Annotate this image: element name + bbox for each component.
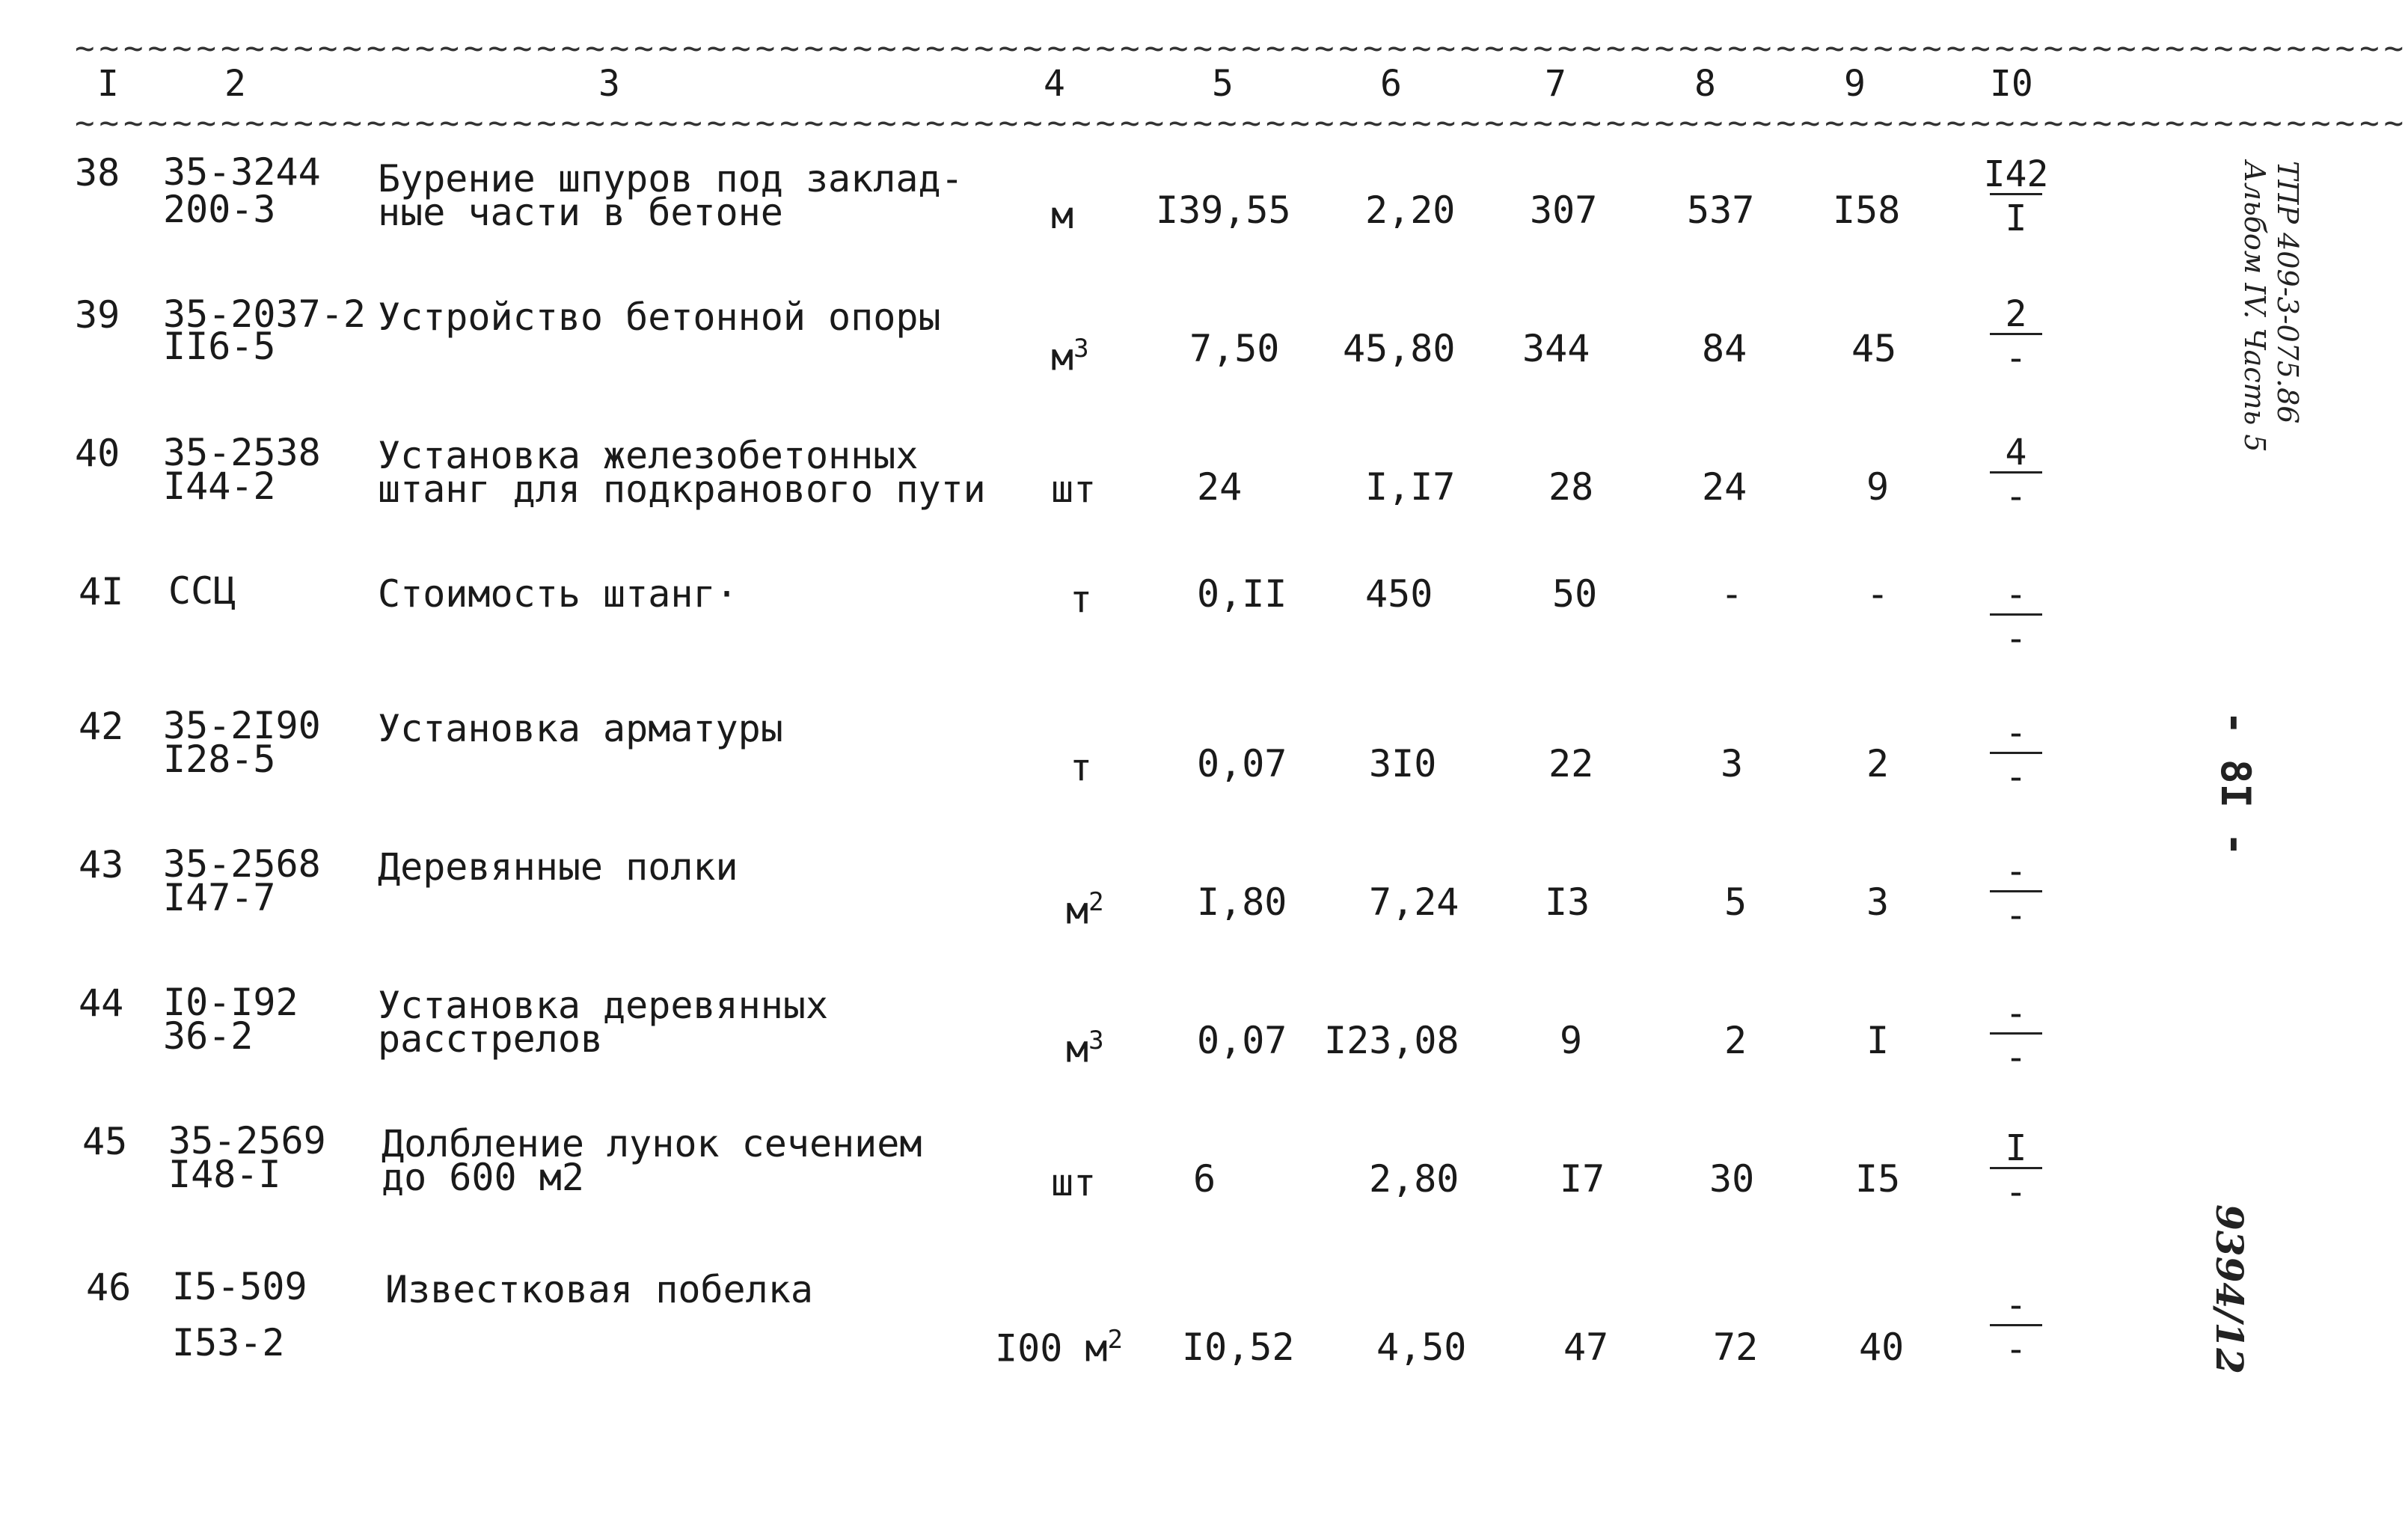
machine-cost: 45 (1851, 327, 1897, 370)
album-stamp-line1: ТПР 409-3-075.86 (2271, 161, 2304, 424)
unit: т (1070, 746, 1093, 789)
row-number: 4I (79, 570, 124, 613)
unit-cost: 7,24 (1369, 880, 1459, 924)
machine-cost: 3 (1866, 880, 1890, 924)
row-number: 38 (75, 151, 120, 194)
norm-code: 35-2I90 (163, 704, 321, 747)
norm-page: 36-2 (163, 1014, 254, 1058)
album-stamp (2238, 161, 2304, 453)
unit: $м^2$ (1066, 887, 1104, 933)
labor-cost: 537 (1687, 189, 1755, 232)
col-header-6: 6 (1380, 63, 1402, 105)
document-number: 9394/12 (2208, 1204, 2252, 1375)
work-description-line2: до 600 м2 (382, 1156, 584, 1199)
col-header-10: I0 (1990, 63, 2033, 105)
unit-cost: 2,20 (1365, 189, 1456, 232)
quantity: I0,52 (1182, 1326, 1295, 1369)
col-header-3: 3 (598, 63, 620, 105)
row-number: 44 (79, 981, 124, 1025)
norm-code: I5-509 (172, 1265, 307, 1308)
col10-fraction: - - (1975, 576, 2057, 658)
machine-cost: I58 (1833, 189, 1901, 232)
unit-cost: 2,80 (1369, 1157, 1459, 1201)
work-description: Стоимость штанг· (378, 572, 738, 616)
row-number: 42 (79, 705, 124, 748)
labor-cost: 30 (1709, 1157, 1755, 1201)
col10-fraction: - - (1975, 853, 2057, 934)
machine-cost: I5 (1855, 1157, 1901, 1201)
col-header-8: 8 (1694, 63, 1716, 105)
machine-cost: - (1866, 572, 1890, 616)
work-description: Деревянные полки (378, 845, 738, 889)
work-description: Установка железобетонных (378, 434, 919, 477)
row-number: 45 (82, 1120, 128, 1163)
work-description: Бурение шпуров под заклад- (378, 157, 963, 200)
total-cost: 307 (1530, 189, 1598, 232)
quantity: 6 (1193, 1157, 1216, 1201)
total-cost: I3 (1545, 880, 1590, 924)
total-cost: I7 (1560, 1157, 1605, 1201)
unit-cost: 4,50 (1376, 1326, 1467, 1369)
work-description-line2: ные части в бетоне (378, 191, 783, 234)
norm-page: I47-7 (163, 876, 276, 919)
row-number: 46 (86, 1266, 132, 1309)
norm-page: I48-I (168, 1153, 281, 1196)
labor-cost: 3 (1721, 742, 1744, 785)
unit-cost: I,I7 (1365, 465, 1456, 509)
norm-code: 35-2037-2 (163, 292, 366, 336)
norm-code: 35-2568 (163, 842, 321, 886)
unit-cost: 450 (1365, 572, 1433, 616)
col10-fraction: 2 - (1975, 295, 2057, 377)
norm-code: 35-2538 (163, 431, 321, 474)
quantity: 0,07 (1197, 1019, 1287, 1062)
machine-cost: 40 (1859, 1326, 1905, 1369)
labor-cost: 2 (1724, 1019, 1747, 1062)
work-description: Установка арматуры (378, 707, 783, 750)
total-cost: 50 (1552, 572, 1598, 616)
unit: $м^3$ (1051, 334, 1089, 379)
machine-cost: 2 (1866, 742, 1890, 785)
col10-fraction: I42 I (1983, 153, 2049, 239)
quantity: 7,50 (1189, 327, 1280, 370)
labor-cost: 84 (1702, 327, 1747, 370)
work-description: Устройство бетонной опоры (378, 295, 941, 339)
work-description: Известковая побелка (385, 1268, 813, 1311)
header-top-rule: ~~~~~~~~~~~~~~~~~~~~~~~~~~~~~~~~~~~~~~~~~~~~~~~~~~~~~~~~~~~~~~~~~~~~~~~~~~~~~~~~~~~~~~~~~~~~~~~~ (75, 29, 2408, 67)
total-cost: 47 (1563, 1326, 1609, 1369)
unit: I00 $м^2$ (995, 1325, 1123, 1370)
norm-page: I53-2 (172, 1321, 285, 1364)
norm-page: II6-5 (163, 325, 276, 368)
album-stamp-line2: Альбом IV. Часть 5 (2238, 161, 2271, 453)
quantity: 24 (1197, 465, 1243, 509)
col-header-7: 7 (1545, 63, 1566, 105)
work-description-line2: штанг для подкранового пути (378, 468, 986, 511)
col10-fraction: I - (1975, 1130, 2057, 1211)
work-description: Долбление лунок сечением (382, 1122, 922, 1165)
page-number: - 8I - (2212, 711, 2259, 857)
header-bottom-rule: ~~~~~~~~~~~~~~~~~~~~~~~~~~~~~~~~~~~~~~~~~~~~~~~~~~~~~~~~~~~~~~~~~~~~~~~~~~~~~~~~~~~~~~~~~~~~~~~~ (75, 104, 2408, 142)
col10-fraction: - - (1975, 1287, 2057, 1368)
unit: м (1051, 194, 1074, 237)
norm-page: 200-3 (163, 188, 276, 231)
work-description: Установка деревянных (378, 984, 829, 1027)
col-header-2: 2 (224, 63, 246, 105)
work-description-line2: расстрелов (378, 1017, 604, 1061)
unit: $м^3$ (1066, 1026, 1104, 1071)
total-cost: 22 (1548, 742, 1594, 785)
col-header-4: 4 (1044, 63, 1065, 105)
col-header-9: 9 (1844, 63, 1866, 105)
norm-page: I28-5 (163, 738, 276, 781)
total-cost: 344 (1522, 327, 1590, 370)
unit-cost: 45,80 (1343, 327, 1456, 370)
norm-page: I44-2 (163, 465, 276, 508)
total-cost: 9 (1560, 1019, 1583, 1062)
unit: т (1070, 577, 1093, 621)
machine-cost: 9 (1866, 465, 1890, 509)
quantity: 0,07 (1197, 742, 1287, 785)
norm-code: 35-3244 (163, 150, 321, 194)
quantity: I39,55 (1156, 189, 1291, 232)
labor-cost: - (1721, 572, 1744, 616)
col10-fraction: - - (1975, 995, 2057, 1076)
quantity: I,80 (1197, 880, 1287, 924)
col-header-1: I (97, 63, 119, 105)
col10-fraction: - - (1975, 714, 2057, 796)
col10-fraction: 4 - (1975, 434, 2057, 515)
col-header-5: 5 (1212, 63, 1234, 105)
norm-code: 35-2569 (168, 1119, 326, 1162)
row-number: 40 (75, 432, 120, 475)
unit: шт (1051, 1161, 1097, 1204)
norm-code: ССЦ (168, 569, 236, 613)
labor-cost: 72 (1713, 1326, 1759, 1369)
row-number: 39 (75, 293, 120, 337)
machine-cost: I (1866, 1019, 1890, 1062)
row-number: 43 (79, 843, 124, 886)
unit-cost: 3I0 (1369, 742, 1437, 785)
quantity: 0,II (1197, 572, 1287, 616)
labor-cost: 24 (1702, 465, 1747, 509)
norm-code: I0-I92 (163, 981, 298, 1024)
labor-cost: 5 (1724, 880, 1747, 924)
unit: шт (1051, 468, 1097, 511)
total-cost: 28 (1548, 465, 1594, 509)
unit-cost: I23,08 (1324, 1019, 1459, 1062)
